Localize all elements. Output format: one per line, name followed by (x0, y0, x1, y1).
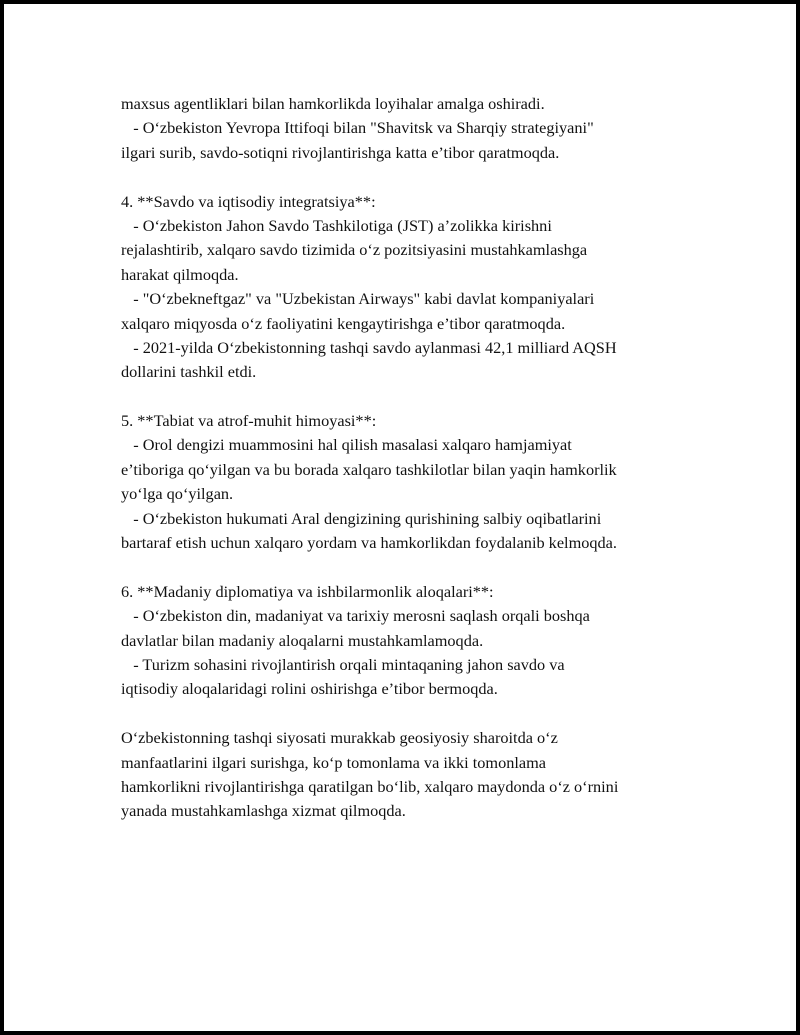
text-line: - Orol dengizi muammosini hal qilish masalasi xalqaro hamjamiyat (121, 435, 572, 455)
text-line: bartaraf etish uchun xalqaro yordam va hamkorlikdan foydalanib kelmoqda. (121, 533, 617, 553)
text-line: maxsus agentliklari bilan hamkorlikda loyihalar amalga oshiradi. (121, 94, 545, 113)
text-line: - O‘zbekiston Yevropa Ittifoqi bilan "Shavitsk va Sharqiy strategiyani" (121, 118, 594, 138)
text-line: - "O‘zbekneftgaz" va "Uzbekistan Airways" kabi davlat kompaniyalari (121, 289, 595, 309)
text-line: yo‘lga qo‘yilgan. (121, 484, 234, 504)
text-line: O‘zbekistonning tashqi siyosati murakkab geosiyosiy sharoitda o‘z (121, 728, 558, 748)
document-text (121, 92, 721, 824)
text-line: rejalashtirib, xalqaro savdo tizimida o‘z pozitsiyasini mustahkamlashga (121, 240, 588, 260)
text-line: yanada mustahkamlashga xizmat qilmoqda. (121, 801, 406, 821)
paragraph-spacer (121, 555, 721, 579)
text-line: davlatlar bilan madaniy aloqalarni mustahkamlamoqda. (121, 630, 484, 650)
paragraph-spacer (121, 702, 721, 726)
text-line: harakat qilmoqda. (121, 264, 239, 284)
section-6 (121, 580, 721, 702)
section-heading: 6. **Madaniy diplomatiya va ishbilarmonlik aloqalari**: (121, 581, 494, 601)
text-line: ilgari surib, savdo-sotiqni rivojlantirishga katta e’tibor qaratmoqda. (121, 142, 560, 162)
text-line: hamkorlikni rivojlantirishga qaratilgan bo‘lib, xalqaro maydonda o‘z o‘rnini (121, 776, 619, 796)
section-heading: 5. **Tabiat va atrof-muhit himoyasi**: (121, 411, 377, 431)
text-line: - 2021-yilda O‘zbekistonning tashqi savdo aylanmasi 42,1 milliard AQSH (121, 337, 617, 357)
text-line: iqtisodiy aloqalaridagi rolini oshirishga e’tibor bermoqda. (121, 679, 498, 699)
text-line: - O‘zbekiston Jahon Savdo Tashkilotiga (JST) a’zolikka kirishni (121, 215, 552, 235)
text-line: xalqaro miqyosda o‘z faoliyatini kengaytirishga e’tibor qaratmoqda. (121, 313, 566, 333)
conclusion-paragraph (121, 726, 721, 824)
intro-paragraph (121, 92, 721, 165)
paragraph-spacer (121, 165, 721, 189)
text-line: - O‘zbekiston hukumati Aral dengizining qurishining salbiy oqibatlarini (121, 508, 602, 528)
text-line: manfaatlarini ilgari surishga, ko‘p tomonlama va ikki tomonlama (121, 752, 547, 772)
text-line: dollarini tashkil etdi. (121, 362, 257, 382)
section-heading: 4. **Savdo va iqtisodiy integratsiya**: (121, 191, 376, 211)
section-5 (121, 409, 721, 555)
text-line: - O‘zbekiston din, madaniyat va tarixiy merosni saqlash orqali boshqa (121, 606, 590, 626)
text-line: - Turizm sohasini rivojlantirish orqali mintaqaning jahon savdo va (121, 654, 565, 674)
section-4 (121, 190, 721, 385)
paragraph-spacer (121, 385, 721, 409)
text-line: e’tiboriga qo‘yilgan va bu borada xalqaro tashkilotlar bilan yaqin hamkorlik (121, 459, 617, 479)
